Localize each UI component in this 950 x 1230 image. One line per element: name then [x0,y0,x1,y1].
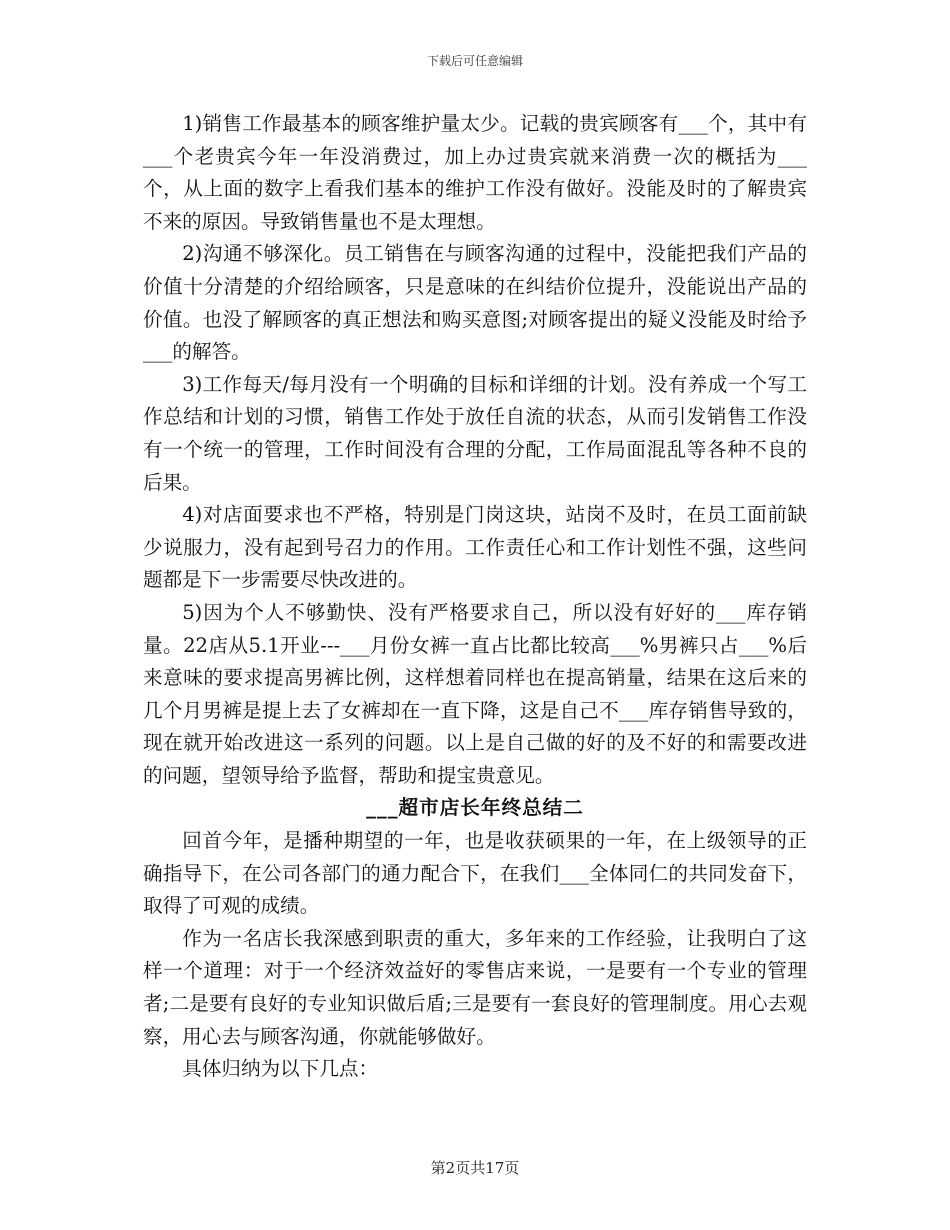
paragraph-6: 回首今年，是播种期望的一年，也是收获硕果的一年，在上级领导的正确指导下，在公司各部门的通力配合下，在我们___全体同仁的共同发奋下，取得了可观的成绩。 [143,829,807,918]
document-body [143,108,807,1086]
paragraph-5: 5)因为个人不够勤快、没有严格要求自己，所以没有好好的___库存销量。22店从5.1开业---___月份女裤一直占比都比较高___%男裤只占___%后来意味的要求提高男裤比例，这样想着同样也在提高销量，结果在这后来的几个月男裤是提上去了女裤却在一直下降，这是自己不___库存销售导致的，现在就开始改进这一系列的问题。以上是自己做的好的及不好的和需要改进的问题，望领导给予监督，帮助和提宝贵意见。 [143,600,807,787]
paragraph-3: 3)工作每天/每月没有一个明确的目标和详细的计划。没有养成一个写工作总结和计划的习惯，销售工作处于放任自流的状态，从而引发销售工作没有一个统一的管理，工作时间没有合理的分配，工作局面混乱等各种不良的后果。 [143,372,807,494]
page-number: 第2页共17页 [430,1159,520,1177]
paragraph-2: 2)沟通不够深化。员工销售在与顾客沟通的过程中，没能把我们产品的价值十分清楚的介绍给顾客，只是意味的在纠结价位提升，没能说出产品的价值。也没了解顾客的真正想法和购买意图;对顾客提出的疑义没能及时给予___的解答。 [143,242,807,364]
paragraph-1: 1)销售工作最基本的顾客维护量太少。记载的贵宾顾客有___个，其中有___个老贵宾今年一年没消费过，加上办过贵宾就来消费一次的概括为___个，从上面的数字上看我们基本的维护工作没有做好。没能及时的了解贵宾不来的原因。导致销售量也不是太理想。 [143,112,807,233]
section-title: ___超市店长年终总结二 [366,796,584,820]
paragraph-7: 作为一名店长我深感到职责的重大，多年来的工作经验，让我明白了这样一个道理：对于一个经济效益好的零售店来说，一是要有一个专业的管理者;二是要有良好的专业知识做后盾;三是要有一套良好的管理制度。用心去观察，用心去与顾客沟通，你就能够做好。 [143,926,807,1048]
page-header: 下载后可任意编辑 [426,54,523,68]
paragraph-8: 具体归纳为以下几点： [182,1057,379,1081]
paragraph-4: 4)对店面要求也不严格，特别是门岗这块，站岗不及时，在员工面前缺少说服力，没有起到号召力的作用。工作责任心和工作计划性不强，这些问题都是下一步需要尽快改进的。 [143,503,807,592]
